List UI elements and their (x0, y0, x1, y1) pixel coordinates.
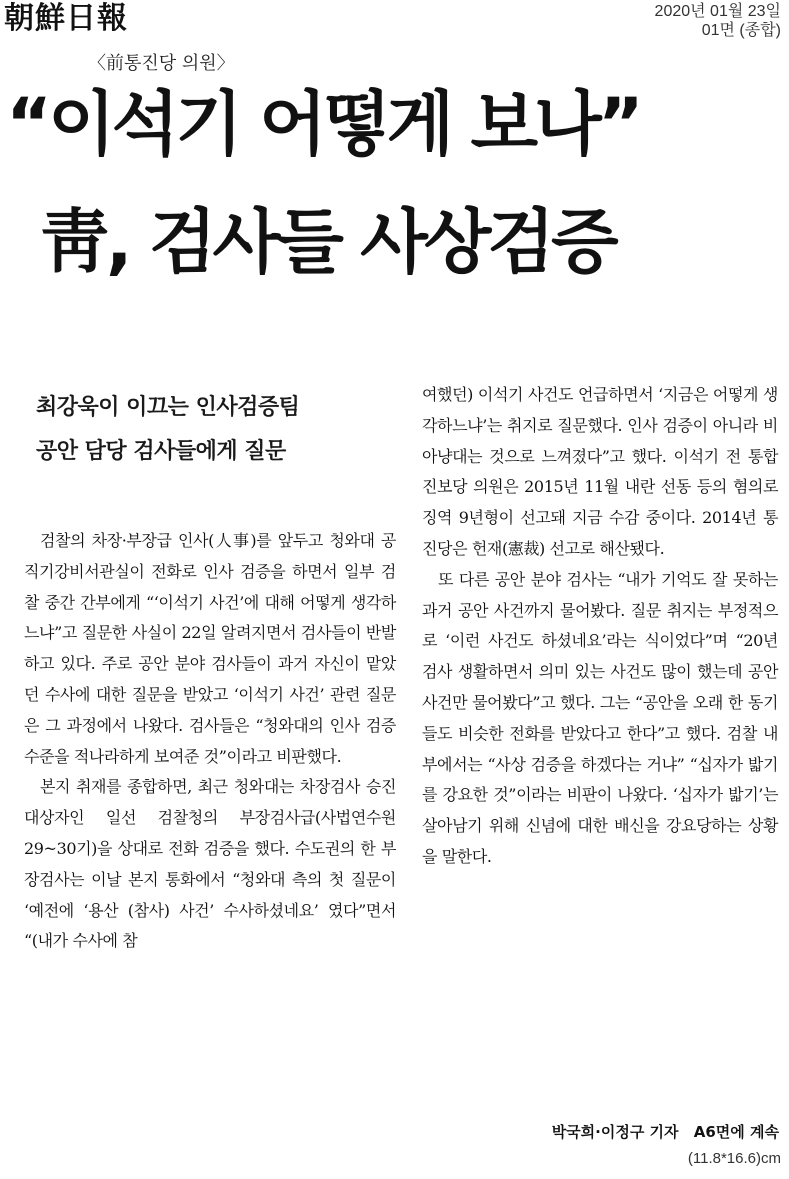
body-paragraph: 본지 취재를 종합하면, 최근 청와대는 차장검사 승진 대상자인 일선 검찰청의 부장검사급(사법연수원 29~30기)을 상대로 전화 검증을 했다. 수도권의 한 부장검사는 이날 본지 통화에서 “청와대 측의 첫 질문이 ‘예전에 ‘용산 (참사) 사건’ 수사하셨네요’ 였다”면서 “(내가 수사에 참 (24, 777, 396, 951)
issue-date: 2020년 01월 23일 (654, 3, 781, 20)
article-column-right (422, 380, 778, 873)
subheadline (36, 386, 396, 474)
body-paragraph: 또 다른 공안 분야 검사는 “내가 기억도 잘 못하는 과거 공안 사건까지 물어봤다. 질문 취지는 부정적으로 ‘이런 사건도 하셨네요’라는 식이었다”며 “20년 검사 생활하면서 의미 있는 사건도 많이 했는데 공안 사건만 물어봤다”고 했다. 그는 “공안을 오래 한 동기들도 비슷한 전화를 받았다고 한다”고 했다. 검찰 내부에서는 “사상 검증을 하겠다는 거냐” “십자가 밟기를 강요한 것”이라는 비판이 나왔다. ‘십자가 밟기’는 살아남기 위해 신념에 대한 배신을 강요당하는 상황을 말한다. (422, 569, 778, 866)
body-paragraph: 검찰의 차장·부장급 인사(人事)를 앞두고 청와대 공직기강비서관실이 전화로 인사 검증을 하면서 일부 검찰 중간 간부에게 “‘이석기 사건’에 대해 어떻게 생각하느냐”고 질문한 사실이 22일 알려지면서 검사들이 반발하고 있다. 주로 공안 분야 검사들이 과거 자신이 맡았던 수사에 대한 질문을 받았고 ‘이석기 사건’ 관련 질문은 그 과정에서 나왔다. 검사들은 “청와대의 인사 검증 수준을 적나라하게 보여준 것”이라고 비판했다. (24, 531, 396, 766)
headline-kicker: 〈前통진당 의원〉 (88, 53, 235, 74)
clipping-size: (11.8*16.6)cm (687, 1150, 781, 1167)
headline-line-2: 靑, 검사들 사상검증 (40, 201, 615, 283)
byline (542, 1121, 779, 1143)
subheadline-line-2: 공안 담당 검사들에게 질문 (36, 439, 286, 464)
byline-reporters: 박국희·이정구 기자 (551, 1123, 679, 1141)
continued-note: A6면에 계속 (693, 1123, 779, 1141)
headline-line-1: “이석기 어떻게 보나” (6, 83, 640, 165)
page-section: 01면 (종합) (701, 22, 781, 39)
article-column-left (24, 526, 396, 957)
body-paragraph: 여했던) 이석기 사건도 언급하면서 ‘지금은 어떻게 생각하느냐’는 취지로 질문했다. 인사 검증이 아니라 비아냥대는 것으로 느껴졌다”고 했다. 이석기 전 통합진보당 의원은 2015년 11월 내란 선동 등의 혐의로 징역 9년형이 선고돼 지금 수감 중이다. 2014년 통진당은 헌재(憲裁) 선고로 해산됐다. (422, 385, 778, 558)
issue-meta (655, 2, 781, 40)
subheadline-line-1: 최강욱이 이끄는 인사검증팀 (36, 395, 300, 420)
newspaper-masthead: 朝鮮日報 (4, 1, 128, 36)
